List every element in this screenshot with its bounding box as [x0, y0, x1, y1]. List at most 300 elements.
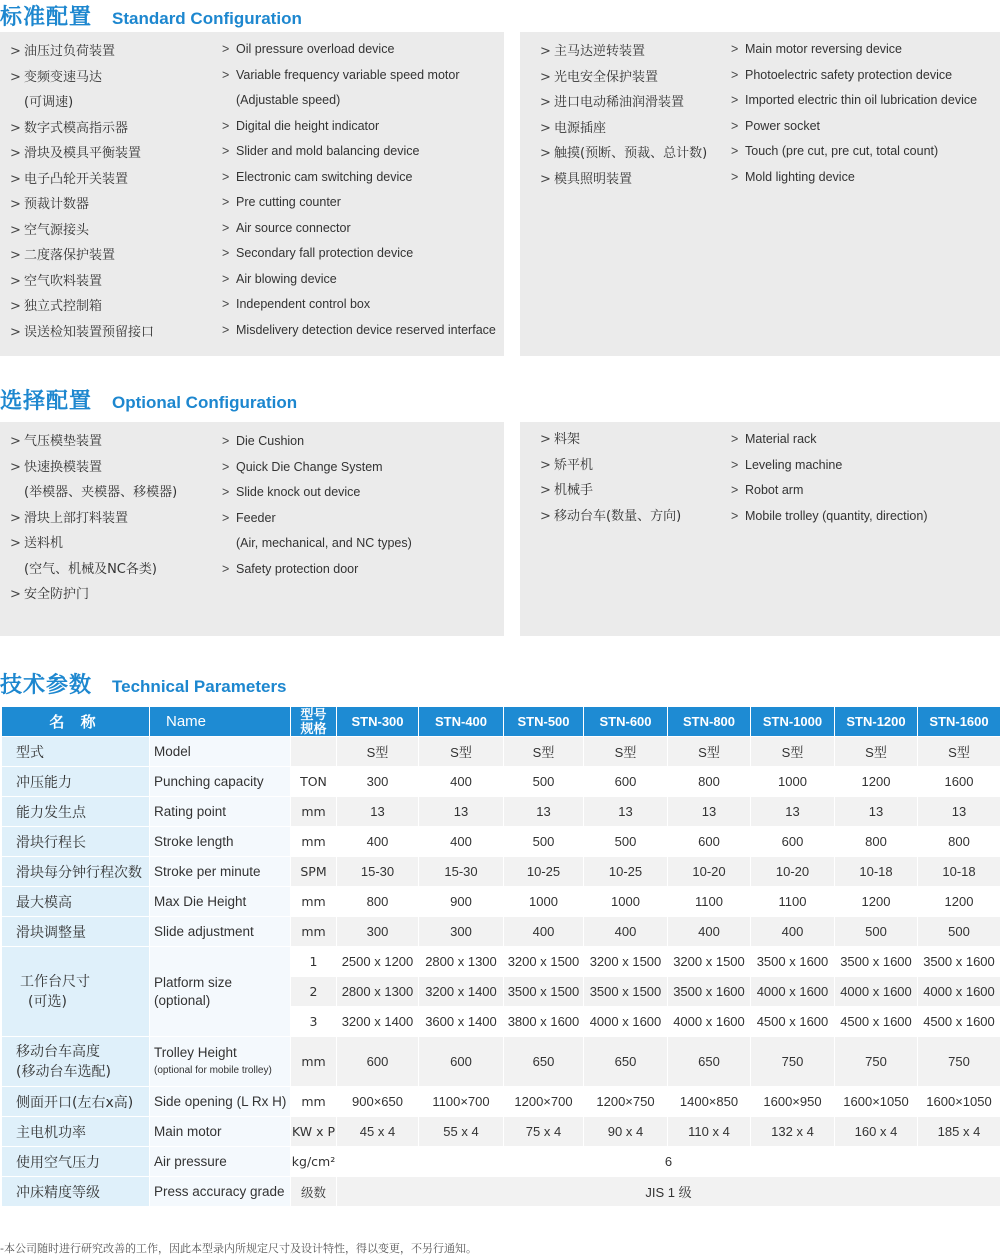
table-cell-unit: mm	[291, 887, 337, 917]
table-cell-unit: mm	[291, 827, 337, 857]
table-cell-value: 1000	[504, 887, 584, 917]
table-cell-value: 185 x 4	[918, 1117, 1000, 1147]
table-cell-value: 4500 x 1600	[751, 1007, 835, 1037]
table-cell-value: S型	[918, 737, 1000, 767]
table-cell-value: 1600×1050	[835, 1087, 918, 1117]
table-cell-name-cn: 主电机功率	[2, 1117, 150, 1147]
table-cell-value: 4500 x 1600	[918, 1007, 1000, 1037]
table-cell-value: 1600×1050	[918, 1087, 1000, 1117]
table-cell-name-en: Press accuracy grade	[150, 1177, 291, 1207]
config-item-text: 光电安全保护装置	[554, 69, 659, 85]
table-cell-name-en: Model	[150, 737, 291, 767]
table-cell-value: S型	[504, 737, 584, 767]
chevron-right-icon: >	[222, 322, 230, 337]
table-cell-name-cn	[2, 947, 150, 1037]
config-item-text: 送料机	[24, 536, 64, 551]
table-cell-value: 10-20	[668, 857, 751, 887]
table-cell-name-cn: 滑块调整量	[2, 917, 150, 947]
table-cell-value: 13	[918, 797, 1000, 827]
table-cell-value: 13	[419, 797, 504, 827]
config-item-text: 空气吹料装置	[24, 273, 103, 289]
config-item-text: Misdelivery detection device reserved interface	[236, 322, 496, 337]
optional-section-title	[0, 384, 297, 412]
table-cell-value: 1200×700	[504, 1087, 584, 1117]
table-cell-unit: kg/cm²	[291, 1147, 337, 1177]
trolley-cn-line2: (移动台车选配)	[16, 1063, 111, 1080]
table-row	[2, 1037, 1000, 1087]
config-item	[10, 243, 154, 269]
standard-section-title	[0, 0, 302, 28]
config-item	[10, 582, 177, 608]
config-item-text: 进口电动稀油润滑装置	[554, 95, 685, 110]
chevron-right-icon: >	[10, 248, 21, 263]
config-item-text: 气压模垫装置	[24, 434, 103, 449]
config-item-text: Oil pressure overload device	[236, 42, 395, 56]
table-cell-value: 75 x 4	[504, 1117, 584, 1147]
chevron-right-icon: >	[10, 510, 21, 526]
table-cell-value: 400	[668, 917, 751, 947]
table-cell-index: 1	[291, 947, 337, 977]
standard-left-panel	[0, 32, 504, 356]
standard-title-cn: 标准配置	[0, 5, 93, 30]
config-item	[10, 39, 154, 65]
table-cell-name-en: Max Die Height	[150, 887, 291, 917]
table-cell-name-en: Side opening (L Rx H)	[150, 1087, 291, 1117]
table-cell-value: 500	[835, 917, 918, 947]
table-cell-value: 1200×750	[584, 1087, 668, 1117]
header-model: STN-1200	[835, 707, 918, 737]
table-cell-value: 3200 x 1400	[419, 977, 504, 1007]
optional-title-cn: 选择配置	[0, 389, 93, 414]
config-item	[10, 480, 177, 506]
table-cell-unit: TON	[291, 767, 337, 797]
table-cell-value: 13	[584, 797, 668, 827]
table-row	[2, 1117, 1000, 1147]
config-item	[222, 165, 496, 191]
config-item-text: Air blowing device	[236, 271, 337, 286]
platform-cn-line2: (可选)	[28, 993, 67, 1010]
config-item	[222, 292, 496, 318]
config-item-text: Pre cutting counter	[236, 195, 341, 209]
config-item-text: 料架	[554, 432, 581, 447]
table-cell-value: 3200 x 1500	[584, 947, 668, 977]
chevron-right-icon: >	[222, 195, 230, 209]
config-item	[10, 320, 154, 346]
config-item	[222, 190, 496, 216]
table-cell-value: 650	[504, 1037, 584, 1087]
standard-right-panel	[520, 32, 1000, 356]
chevron-right-icon: >	[540, 171, 551, 187]
table-cell-value: 132 x 4	[751, 1117, 835, 1147]
config-item	[222, 429, 412, 455]
table-cell-value: 13	[751, 797, 835, 827]
config-item	[540, 453, 681, 479]
table-cell-value: 10-18	[918, 857, 1000, 887]
table-cell-value: 2500 x 1200	[337, 947, 419, 977]
chevron-right-icon: >	[10, 324, 21, 340]
standard-right-en-list	[731, 37, 977, 190]
config-item-text: 安全防护门	[24, 587, 90, 602]
config-item-text: 移动台车(数量、方向)	[554, 508, 682, 524]
chevron-right-icon: >	[10, 459, 21, 475]
chevron-right-icon: >	[731, 169, 739, 184]
config-item-text: 空气源接头	[24, 222, 90, 238]
config-item-text: (Adjustable speed)	[236, 93, 341, 107]
table-cell-value: 300	[419, 917, 504, 947]
table-cell-name-en: Air pressure	[150, 1147, 291, 1177]
table-cell-name-cn: 型式	[2, 737, 150, 767]
table-cell-name-en: Stroke per minute	[150, 857, 291, 887]
table-cell-name-en: Slide adjustment	[150, 917, 291, 947]
chevron-right-icon: >	[10, 120, 21, 136]
table-cell-value: 400	[337, 827, 419, 857]
table-cell-value: 3200 x 1400	[337, 1007, 419, 1037]
table-cell-value: 750	[918, 1037, 1000, 1087]
table-cell-value: 3600 x 1400	[419, 1007, 504, 1037]
table-cell-value: 13	[835, 797, 918, 827]
config-item	[222, 506, 412, 532]
chevron-right-icon: >	[222, 246, 230, 260]
table-cell-value: 650	[668, 1037, 751, 1087]
table-cell-value: 1600×950	[751, 1087, 835, 1117]
header-unit-line2: 规格	[300, 720, 327, 736]
table-cell-value: S型	[835, 737, 918, 767]
table-cell-name-cn: 滑块行程长	[2, 827, 150, 857]
config-item	[540, 427, 681, 453]
chevron-right-icon: >	[222, 434, 230, 448]
table-cell-value: 400	[419, 827, 504, 857]
config-item-text: 数字式模高指示器	[24, 120, 129, 136]
table-row	[2, 767, 1000, 797]
config-item-text: (空气、机械及NC各类)	[24, 561, 157, 577]
table-cell-value: 13	[337, 797, 419, 827]
config-item-text: Mold lighting device	[745, 169, 855, 184]
table-cell-name-en: Stroke length	[150, 827, 291, 857]
config-item-text: Touch (pre cut, pre cut, total count)	[745, 144, 939, 158]
table-cell-value: 45 x 4	[337, 1117, 419, 1147]
config-item-text: Imported electric thin oil lubrication device	[745, 93, 978, 107]
config-item-text: Air source connector	[236, 220, 351, 235]
table-cell-value: 15-30	[419, 857, 504, 887]
table-cell-value: 1000	[751, 767, 835, 797]
table-cell-name-en: Main motor	[150, 1117, 291, 1147]
table-cell-value: 10-25	[584, 857, 668, 887]
table-cell-value: 3500 x 1500	[504, 977, 584, 1007]
config-item	[222, 88, 496, 114]
config-item-text: Die Cushion	[236, 434, 305, 448]
header-model: STN-800	[668, 707, 751, 737]
table-cell-value: 1000	[584, 887, 668, 917]
header-unit	[291, 707, 337, 737]
table-cell-value: 3500 x 1600	[835, 947, 918, 977]
config-item	[10, 65, 154, 91]
table-cell-value: 600	[584, 767, 668, 797]
tech-section-title	[0, 668, 287, 696]
config-item-text: Photoelectric safety protection device	[745, 67, 953, 82]
config-item-text: 滑块及模具平衡装置	[24, 146, 142, 161]
table-cell-value: 3200 x 1500	[668, 947, 751, 977]
config-item	[10, 557, 177, 583]
table-cell-value: 1100×700	[419, 1087, 504, 1117]
chevron-right-icon: >	[540, 44, 551, 59]
table-cell-value: 4000 x 1600	[751, 977, 835, 1007]
config-item	[10, 192, 154, 218]
table-cell-value: 2800 x 1300	[419, 947, 504, 977]
chevron-right-icon: >	[540, 120, 551, 136]
optional-left-en-list	[222, 429, 412, 582]
optional-left-panel	[0, 422, 504, 636]
table-cell-value: S型	[419, 737, 504, 767]
table-cell-value: S型	[751, 737, 835, 767]
table-row	[2, 947, 1000, 977]
config-item-text: Independent control box	[236, 297, 371, 311]
config-item-text: 误送检知装置预留接口	[24, 324, 155, 340]
table-cell-value: 300	[337, 917, 419, 947]
table-row	[2, 1087, 1000, 1117]
config-item-text: 矫平机	[554, 457, 594, 473]
table-cell-value: 900	[419, 887, 504, 917]
table-cell-value: 750	[835, 1037, 918, 1087]
table-cell-value: 650	[584, 1037, 668, 1087]
table-cell-value: S型	[337, 737, 419, 767]
header-model: STN-1000	[751, 707, 835, 737]
table-cell-value: 15-30	[337, 857, 419, 887]
table-cell-name-cn: 冲压能力	[2, 767, 150, 797]
table-cell-value: S型	[584, 737, 668, 767]
chevron-right-icon: >	[731, 483, 739, 497]
table-cell-unit	[291, 737, 337, 767]
chevron-right-icon: >	[731, 118, 739, 133]
config-item-text: Digital die height indicator	[236, 118, 380, 133]
chevron-right-icon: >	[540, 146, 551, 161]
config-item	[731, 427, 927, 453]
header-model: STN-1600	[918, 707, 1000, 737]
config-item	[222, 531, 412, 557]
chevron-right-icon: >	[10, 587, 21, 602]
standard-right-cn-list	[540, 39, 707, 192]
trolley-en-line2: (optional for mobile trolley)	[154, 1064, 272, 1076]
tech-title-en: Technical Parameters	[112, 677, 287, 696]
chevron-right-icon: >	[731, 42, 739, 56]
header-name-en: Name	[150, 707, 291, 737]
footer-note: -本公司随时进行研究改善的工作，因此本型录内所规定尺寸及设计特性，得以变更，不另行通知。	[0, 1242, 477, 1255]
config-item-text: 模具照明装置	[554, 171, 633, 187]
table-cell-name-cn: 侧面开口(左右x高)	[2, 1087, 150, 1117]
chevron-right-icon: >	[10, 299, 21, 314]
table-cell-name-en: Punching capacity	[150, 767, 291, 797]
platform-en-line1: Platform size	[154, 974, 233, 990]
table-cell-value: 1200	[835, 887, 918, 917]
table-cell-value: 750	[751, 1037, 835, 1087]
config-item-text: 快速换模装置	[24, 459, 103, 475]
header-model: STN-500	[504, 707, 584, 737]
table-cell-value: 400	[751, 917, 835, 947]
config-item-text: Power socket	[745, 118, 821, 133]
table-cell-value: 1100	[668, 887, 751, 917]
chevron-right-icon: >	[540, 69, 551, 85]
config-item-text: Safety protection door	[236, 561, 359, 576]
table-row	[2, 737, 1000, 767]
config-item	[10, 116, 154, 142]
config-item-text: 二度落保护装置	[24, 248, 116, 263]
config-item-text: 预裁计数器	[24, 197, 90, 212]
table-cell-value: 500	[504, 767, 584, 797]
header-name-cn: 名 称	[2, 707, 150, 737]
chevron-right-icon: >	[731, 508, 739, 523]
config-item	[10, 531, 177, 557]
standard-left-cn-list	[10, 39, 154, 345]
table-cell-value: 600	[668, 827, 751, 857]
table-cell-name-en: Rating point	[150, 797, 291, 827]
table-cell-value-merged: 6	[337, 1147, 1000, 1177]
config-item	[222, 318, 496, 344]
chevron-right-icon: >	[540, 508, 551, 524]
config-item-text: Slider and mold balancing device	[236, 144, 420, 158]
config-item-text: Secondary fall protection device	[236, 246, 414, 260]
table-cell-value: 13	[504, 797, 584, 827]
chevron-right-icon: >	[540, 457, 551, 473]
optional-title-en: Optional Configuration	[112, 393, 298, 412]
table-cell-name-cn: 最大模高	[2, 887, 150, 917]
config-item	[10, 269, 154, 295]
chevron-right-icon: >	[731, 457, 739, 472]
table-cell-value: 800	[668, 767, 751, 797]
config-item	[222, 216, 496, 242]
table-cell-value: 4500 x 1600	[835, 1007, 918, 1037]
config-item	[222, 557, 412, 583]
table-row	[2, 1147, 1000, 1177]
config-item-text: 电子凸轮开关装置	[24, 171, 129, 187]
chevron-right-icon: >	[10, 434, 21, 449]
table-cell-value: 600	[751, 827, 835, 857]
config-item	[731, 139, 977, 165]
config-item	[222, 241, 496, 267]
chevron-right-icon: >	[10, 171, 21, 187]
platform-en-line2: (optional)	[154, 992, 211, 1008]
table-cell-value: 4000 x 1600	[584, 1007, 668, 1037]
table-cell-value: 800	[337, 887, 419, 917]
config-item	[222, 480, 412, 506]
header-model: STN-400	[419, 707, 504, 737]
chevron-right-icon: >	[10, 197, 21, 212]
table-cell-index: 3	[291, 1007, 337, 1037]
chevron-right-icon: >	[222, 510, 230, 525]
table-cell-value: S型	[668, 737, 751, 767]
config-item	[222, 63, 496, 89]
platform-cn-line1: 工作台尺寸	[20, 973, 90, 990]
table-cell-value: 110 x 4	[668, 1117, 751, 1147]
config-item-text: Variable frequency variable speed motor	[236, 67, 460, 82]
chevron-right-icon: >	[222, 67, 230, 82]
tech-params-table	[1, 706, 1000, 1207]
table-cell-value: 400	[419, 767, 504, 797]
table-cell-unit: SPM	[291, 857, 337, 887]
table-cell-unit: mm	[291, 797, 337, 827]
table-cell-value: 900×650	[337, 1087, 419, 1117]
header-unit-line1: 型号	[300, 706, 327, 722]
trolley-en-line1: Trolley Height	[154, 1044, 237, 1060]
table-cell-value: 1600	[918, 767, 1000, 797]
config-item	[10, 455, 177, 481]
table-cell-value: 160 x 4	[835, 1117, 918, 1147]
header-model: STN-600	[584, 707, 668, 737]
table-cell-value: 500	[918, 917, 1000, 947]
table-cell-name-cn: 滑块每分钟行程次数	[2, 857, 150, 887]
table-cell-unit: mm	[291, 1037, 337, 1087]
table-cell-name-cn: 能力发生点	[2, 797, 150, 827]
config-item	[731, 63, 977, 89]
config-item-text: 电源插座	[554, 120, 607, 136]
config-item	[540, 478, 681, 504]
chevron-right-icon: >	[731, 144, 739, 158]
config-item	[540, 141, 707, 167]
standard-title-en: Standard Configuration	[112, 9, 302, 28]
chevron-right-icon: >	[540, 95, 551, 110]
table-cell-value: 800	[918, 827, 1000, 857]
table-row	[2, 917, 1000, 947]
config-item-text: (Air, mechanical, and NC types)	[236, 536, 412, 550]
config-item-text: 变频变速马达	[24, 69, 103, 85]
config-item	[540, 116, 707, 142]
config-item	[540, 504, 681, 530]
optional-right-en-list	[731, 427, 927, 529]
table-cell-value: 10-20	[751, 857, 835, 887]
table-cell-value: 400	[584, 917, 668, 947]
config-item-text: (可调速)	[24, 95, 74, 110]
table-cell-value: 2800 x 1300	[337, 977, 419, 1007]
table-cell-name-en	[150, 947, 291, 1037]
table-cell-unit: mm	[291, 917, 337, 947]
table-cell-unit: 级数	[291, 1177, 337, 1207]
table-cell-value: 400	[504, 917, 584, 947]
config-item	[10, 429, 177, 455]
chevron-right-icon: >	[731, 67, 739, 82]
table-row	[2, 857, 1000, 887]
table-cell-value: 1400×850	[668, 1087, 751, 1117]
table-cell-name-en	[150, 1037, 291, 1087]
table-cell-value: 600	[337, 1037, 419, 1087]
config-item	[10, 294, 154, 320]
config-item	[10, 167, 154, 193]
table-cell-value: 55 x 4	[419, 1117, 504, 1147]
table-cell-value: 3500 x 1500	[584, 977, 668, 1007]
table-cell-value: 10-18	[835, 857, 918, 887]
table-cell-name-cn	[2, 1037, 150, 1087]
chevron-right-icon: >	[731, 432, 739, 446]
config-item	[222, 114, 496, 140]
config-item	[731, 453, 927, 479]
config-item	[731, 37, 977, 63]
table-row	[2, 887, 1000, 917]
config-item	[731, 114, 977, 140]
chevron-right-icon: >	[222, 271, 230, 286]
table-cell-value: 3800 x 1600	[504, 1007, 584, 1037]
config-item-text: 油压过负荷装置	[24, 44, 116, 59]
optional-right-cn-list	[540, 427, 681, 529]
config-item-text: Quick Die Change System	[236, 459, 383, 474]
chevron-right-icon: >	[222, 297, 230, 311]
table-cell-index: 2	[291, 977, 337, 1007]
config-item-text: Feeder	[236, 510, 276, 525]
table-row	[2, 1177, 1000, 1207]
table-cell-value: 3500 x 1600	[751, 947, 835, 977]
config-item-text: Main motor reversing device	[745, 42, 903, 56]
table-cell-value: 3500 x 1600	[668, 977, 751, 1007]
table-cell-name-cn: 冲床精度等级	[2, 1177, 150, 1207]
config-item	[10, 506, 177, 532]
chevron-right-icon: >	[731, 93, 739, 107]
table-cell-value: 3200 x 1500	[504, 947, 584, 977]
